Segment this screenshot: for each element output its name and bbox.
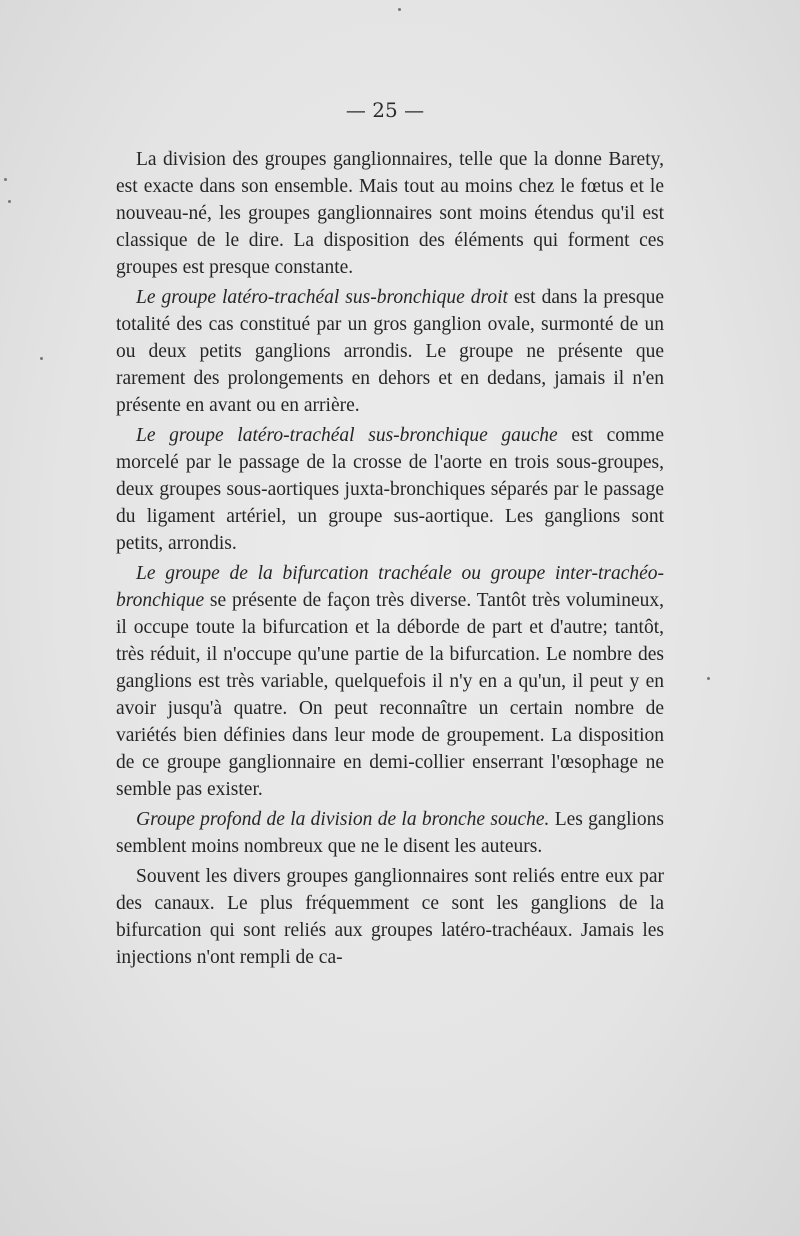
paragraph-1 [116, 146, 664, 281]
paragraph-italic-lead: Le groupe de la bifurcation trachéale ou groupe inter-trachéo-bronchique [116, 563, 664, 611]
paragraph-4 [116, 560, 664, 803]
scan-speck [8, 200, 11, 203]
paragraph-italic-lead: Le groupe latéro-trachéal sus-bronchique droit [136, 287, 508, 308]
paragraph-5 [116, 806, 664, 860]
paragraph-2 [116, 284, 664, 419]
paragraph-text: est dans la presque totalité des cas constitué par un gros ganglion ovale, surmonté de un ou deux petits ganglions arrondis. Le groupe ne présente que rarement des prolongements en dehors et en dedans, jamais il n'en présente en avant ou en arrière. [116, 287, 664, 416]
paragraph-6 [116, 863, 664, 971]
paragraph-text: La division des groupes ganglionnaires, telle que la donne Barety, est exacte dans son ensemble. Mais tout au moins chez le fœtus et le nouveau-né, les groupes ganglionnaires sont moins étendus qu'il est classique de le dire. La disposition des éléments qui forment ces groupes est presque constante. [116, 149, 664, 278]
paragraph-3 [116, 422, 664, 557]
paragraph-italic-lead: Le groupe latéro-trachéal sus-bronchique gauche [136, 425, 558, 446]
paragraph-text: Les ganglions semblent moins nombreux que ne le disent les auteurs. [116, 809, 664, 857]
scan-speck [707, 677, 710, 680]
page-number: — 25 — [345, 98, 425, 122]
paragraph-text: se présente de façon très diverse. Tantôt très volumineux, il occupe toute la bifurcation et la déborde de part et d'autre; tantôt, très réduit, il n'occupe qu'une partie de la bifurcation. Le nombre des ganglions est très variable, quelquefois il n'y en a qu'un, il peut y en avoir jusqu'à quatre. On peut reconnaître un certain nombre de variétés bien définies dans leur mode de groupement. La disposition de ce groupe ganglionnaire en demi-collier enserrant l'œsophage ne semble pas exister. [116, 590, 664, 800]
paragraph-italic-lead: Groupe profond de la division de la bronche souche. [136, 809, 550, 830]
body-text [116, 146, 664, 974]
scan-speck [40, 357, 43, 360]
scan-speck [398, 8, 401, 11]
scan-speck [4, 178, 7, 181]
paragraph-text: Souvent les divers groupes ganglionnaires sont reliés entre eux par des canaux. Le plus fréquemment ce sont les ganglions de la bifurcation qui sont reliés aux groupes latéro-trachéaux. Jamais les injections n'ont rempli de ca- [116, 866, 664, 968]
paragraph-text: est comme morcelé par le passage de la crosse de l'aorte en trois sous-groupes, deux groupes sous-aortiques juxta-bronchiques séparés par le passage du ligament artériel, un groupe sus-aortique. Les ganglions sont petits, arrondis. [116, 425, 664, 554]
